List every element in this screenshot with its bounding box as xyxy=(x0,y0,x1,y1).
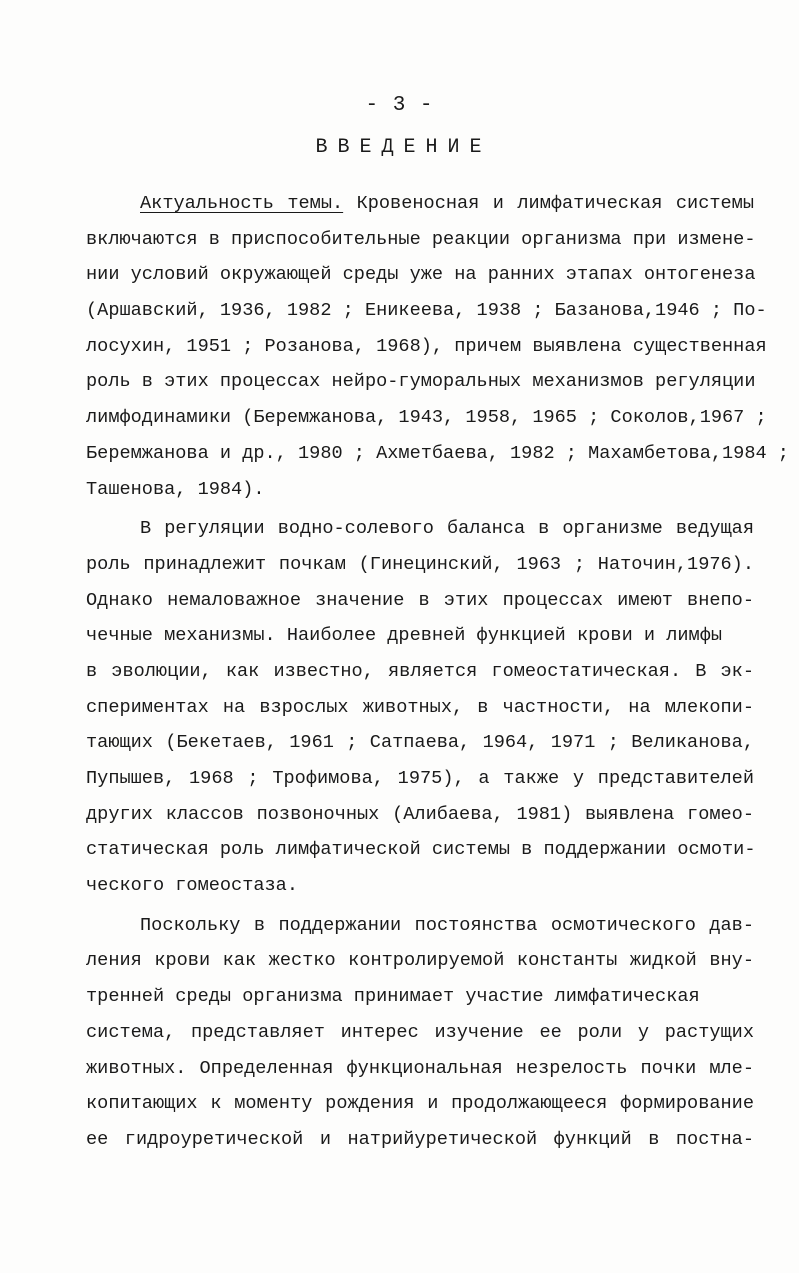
text-line: нии условий окружающей среды уже на ранних этапах онтогенеза xyxy=(86,264,756,286)
text-line: роль принадлежит почкам (Гинецинский, 1963 ; Наточин,1976). xyxy=(86,553,754,575)
text-line: (Аршавский, 1936, 1982 ; Еникеева, 1938 ; Базанова,1946 ; По- xyxy=(86,300,767,322)
text-line: Пупышев, 1968 ; Трофимова, 1975), а также у представителей xyxy=(86,768,754,789)
text-line: копитающих к моменту рождения и продолжающееся формирование xyxy=(86,1093,754,1115)
text-line: роль в этих процессах нейро-гуморальных механизмов регуляции xyxy=(86,371,756,393)
text-line: тренней среды организма принимает участие лимфатическая xyxy=(86,986,700,1008)
text-line: статическая роль лимфатической системы в поддержании осмоти- xyxy=(86,839,756,861)
text-line: Ташенова, 1984). xyxy=(86,478,265,500)
text-line: спериментах на взрослых животных, в частности, на млекопи- xyxy=(86,696,754,718)
text-line: лимфодинамики (Беремжанова, 1943, 1958, 1965 ; Соколов,1967 ; xyxy=(86,407,767,429)
text-line: система, представляет интерес изучение ее роли у растущих xyxy=(86,1021,754,1043)
text-line-rest: Кровеносная и лимфатическая системы xyxy=(343,193,754,214)
text-line: в эволюции, как известно, является гомеостатическая. В эк- xyxy=(86,660,754,682)
text-line: ления крови как жестко контролируемой константы жидкой вну- xyxy=(86,950,754,972)
text-line: ее гидроуретической и натрийуретической функций в постна- xyxy=(86,1128,754,1150)
text-line xyxy=(86,186,754,222)
text-line: Беремжанова и др., 1980 ; Ахметбаева, 1982 ; Махамбетова,1984 ; xyxy=(86,442,789,464)
text-line: животных. Определенная функциональная незрелость почки мле- xyxy=(86,1057,754,1079)
text-line: чечные механизмы. Наиболее древней функцией крови и лимфы xyxy=(86,625,723,647)
text-line: других классов позвоночных (Алибаева, 1981) выявлена гомео- xyxy=(86,803,754,825)
text-line: Поскольку в поддержании постоянства осмотического дав- xyxy=(140,914,754,936)
text-line: тающих (Бекетаев, 1961 ; Сатпаева, 1964, 1971 ; Великанова, xyxy=(86,732,754,754)
text-line: В регуляции водно-солевого баланса в организме ведущая xyxy=(140,518,754,540)
page-number: - 3 - xyxy=(365,94,434,117)
text-line: ческого гомеостаза. xyxy=(86,875,299,897)
body-text xyxy=(86,186,789,1158)
topic-label: Актуальность темы. xyxy=(140,193,344,214)
text-line: включаются в приспособительные реакции организма при измене- xyxy=(86,228,756,250)
text-line: лосухин, 1951 ; Розанова, 1968), причем выявлена существенная xyxy=(86,335,767,357)
text-line: Однако немаловажное значение в этих процессах имеют внепо- xyxy=(86,589,754,611)
section-heading: ВВЕДЕНИЕ xyxy=(315,136,492,159)
